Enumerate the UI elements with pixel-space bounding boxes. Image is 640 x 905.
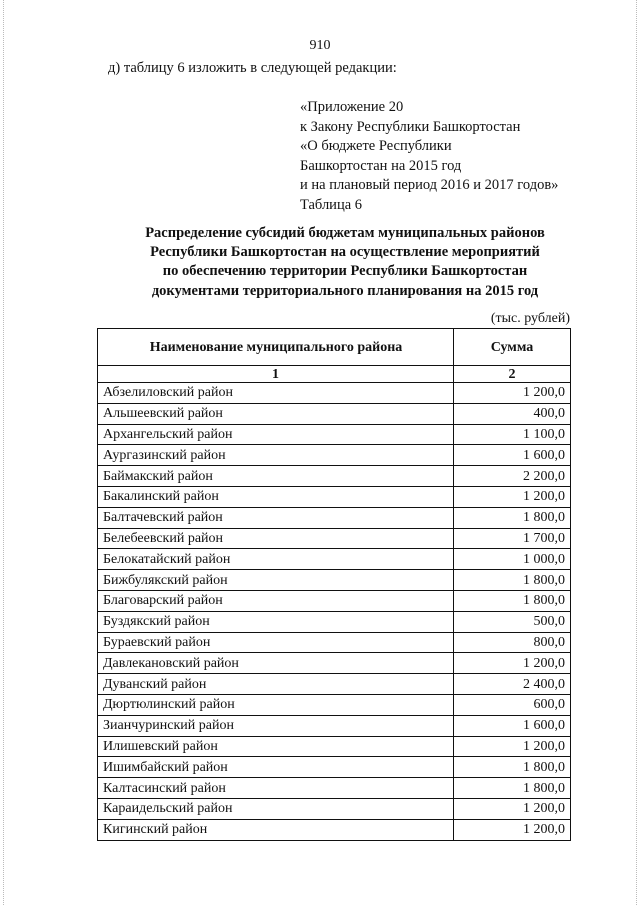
- table-row: [98, 403, 571, 424]
- table-row: [98, 674, 571, 695]
- document-title: [60, 224, 630, 301]
- table-row: [98, 632, 571, 653]
- table-row: [98, 486, 571, 507]
- header-district-name: Наименование муниципального района: [98, 329, 454, 366]
- title-line: Республики Башкортостан на осуществление мероприятий: [150, 244, 540, 261]
- district-name: Бакалинский район: [98, 486, 454, 507]
- table-row: [98, 466, 571, 487]
- subsidy-amount: 1 000,0: [454, 549, 571, 570]
- appendix-line: «О бюджете Республики: [300, 138, 452, 155]
- table-row: [98, 383, 571, 404]
- table-body: [98, 383, 571, 841]
- subsidy-amount: 1 800,0: [454, 590, 571, 611]
- subsidy-amount: 600,0: [454, 694, 571, 715]
- subsidy-amount: 1 800,0: [454, 778, 571, 799]
- subsidy-amount: 800,0: [454, 632, 571, 653]
- header-row: [98, 329, 571, 366]
- district-name: Балтачевский район: [98, 507, 454, 528]
- district-name: Баймакский район: [98, 466, 454, 487]
- district-name: Аургазинский район: [98, 445, 454, 466]
- table-row: [98, 694, 571, 715]
- title-line: Распределение субсидий бюджетам муниципальных районов: [145, 225, 545, 241]
- subsidy-amount: 1 200,0: [454, 653, 571, 674]
- column-number: 1: [98, 366, 454, 383]
- table-row: [98, 528, 571, 549]
- subsidy-amount: 1 200,0: [454, 736, 571, 757]
- title-line: по обеспечению территории Республики Башкортостан: [162, 263, 528, 280]
- district-name: Благоварский район: [98, 590, 454, 611]
- district-name: Ишимбайский район: [98, 757, 454, 778]
- subsidy-amount: 500,0: [454, 611, 571, 632]
- subsidy-amount: 1 200,0: [454, 383, 571, 404]
- district-name: Давлекановский район: [98, 653, 454, 674]
- subsidy-table: [97, 328, 571, 841]
- subsidy-amount: 1 800,0: [454, 507, 571, 528]
- table-row: [98, 507, 571, 528]
- appendix-line: «Приложение 20: [300, 99, 404, 115]
- subsidy-amount: 1 600,0: [454, 715, 571, 736]
- district-name: Дюртюлинский район: [98, 694, 454, 715]
- table-row: [98, 445, 571, 466]
- district-name: Бураевский район: [98, 632, 454, 653]
- table-row: [98, 798, 571, 819]
- column-number: 2: [454, 366, 571, 383]
- appendix-line: и на плановый период 2016 и 2017 годов»: [300, 177, 559, 194]
- district-name: Белокатайский район: [98, 549, 454, 570]
- subsidy-amount: 400,0: [454, 403, 571, 424]
- subsidy-amount: 2 200,0: [454, 466, 571, 487]
- subsidy-amount: 1 200,0: [454, 819, 571, 840]
- header-sum: Сумма: [454, 329, 571, 366]
- subsidy-amount: 1 800,0: [454, 570, 571, 591]
- table-row: [98, 736, 571, 757]
- subsidy-amount: 1 800,0: [454, 757, 571, 778]
- scan-edge-right: [636, 0, 637, 905]
- table-row: [98, 653, 571, 674]
- subsidy-amount: 1 100,0: [454, 424, 571, 445]
- table-row: [98, 819, 571, 840]
- subsidy-amount: 1 200,0: [454, 798, 571, 819]
- table-row: [98, 611, 571, 632]
- table-row: [98, 549, 571, 570]
- district-name: Альшеевский район: [98, 403, 454, 424]
- table-row: [98, 570, 571, 591]
- subsidy-amount: 1 600,0: [454, 445, 571, 466]
- subsidy-amount: 1 700,0: [454, 528, 571, 549]
- table-row: [98, 424, 571, 445]
- district-name: Абзелиловский район: [98, 383, 454, 404]
- district-name: Архангельский район: [98, 424, 454, 445]
- appendix-line: к Закону Республики Башкортостан: [300, 118, 521, 135]
- district-name: Дуванский район: [98, 674, 454, 695]
- table-row: [98, 590, 571, 611]
- subsidy-amount: 1 200,0: [454, 486, 571, 507]
- intro-line: д) таблицу 6 изложить в следующей редакции:: [108, 60, 397, 76]
- district-name: Илишевский район: [98, 736, 454, 757]
- page-number: 910: [309, 38, 331, 53]
- table-row: [98, 757, 571, 778]
- table-row: [98, 715, 571, 736]
- district-name: Калтасинский район: [98, 778, 454, 799]
- units-label: (тыс. рублей): [490, 311, 570, 326]
- district-name: Зианчуринский район: [98, 715, 454, 736]
- appendix-line: Таблица 6: [300, 196, 363, 213]
- subsidy-amount: 2 400,0: [454, 674, 571, 695]
- appendix-line: Башкортостан на 2015 год: [300, 157, 462, 174]
- column-number-row: [98, 366, 571, 383]
- title-line: документами территориального планирования на 2015 год: [151, 282, 539, 299]
- district-name: Бижбулякский район: [98, 570, 454, 591]
- district-name: Белебеевский район: [98, 528, 454, 549]
- district-name: Кигинский район: [98, 819, 454, 840]
- table-row: [98, 778, 571, 799]
- district-name: Буздякский район: [98, 611, 454, 632]
- district-name: Караидельский район: [98, 798, 454, 819]
- scan-edge-left: [3, 0, 4, 905]
- appendix-block: [300, 98, 558, 216]
